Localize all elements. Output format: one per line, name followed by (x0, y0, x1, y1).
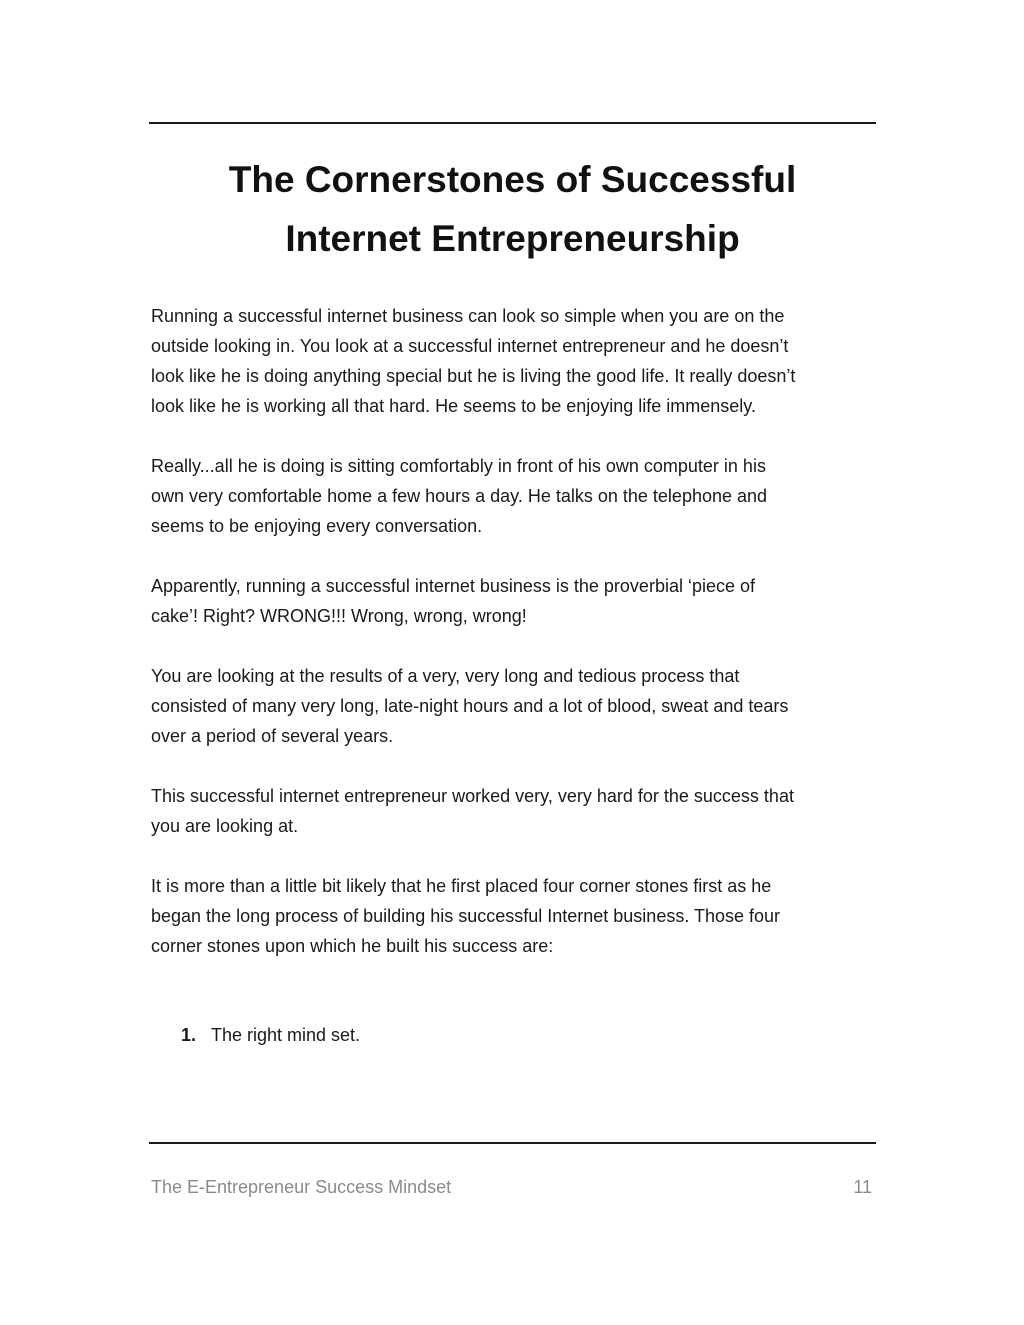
paragraph (151, 571, 881, 631)
chapter-title (149, 150, 876, 268)
paragraph (151, 301, 881, 421)
header-rule (149, 122, 876, 124)
paragraph (151, 871, 881, 961)
paragraph-line: own very comfortable home a few hours a day. He talks on the telephone and (151, 486, 768, 506)
paragraph-line: began the long process of building his successful Internet business. Those four (151, 906, 781, 926)
paragraph-line: outside looking in. You look at a successful internet entrepreneur and he doesn’t (151, 336, 789, 356)
list-item (181, 1020, 360, 1050)
paragraph-line: Running a successful internet business can look so simple when you are on the (151, 306, 785, 326)
paragraph-line: consisted of many very long, late-night hours and a lot of blood, sweat and tears (151, 696, 789, 716)
body-text (151, 301, 881, 991)
paragraph-line: Apparently, running a successful internet business is the proverbial ‘piece of (151, 576, 756, 596)
paragraph-line: corner stones upon which he built his success are: (151, 936, 554, 956)
paragraph-line: This successful internet entrepreneur worked very, very hard for the success that (151, 786, 794, 806)
footer-book-title: The E-Entrepreneur Success Mindset (151, 1177, 452, 1197)
paragraph-line: look like he is doing anything special but he is living the good life. It really doesn’t (151, 366, 796, 386)
list-item-text: The right mind set. (211, 1025, 361, 1045)
paragraph (151, 781, 881, 841)
paragraph-line: seems to be enjoying every conversation. (151, 516, 483, 536)
paragraph-line: cake’! Right? WRONG!!! Wrong, wrong, wrong! (151, 606, 527, 626)
cornerstones-list (181, 1020, 360, 1050)
paragraph (151, 661, 881, 751)
chapter-title-line-1: The Cornerstones of Successful (228, 159, 797, 200)
paragraph-line: look like he is working all that hard. He seems to be enjoying life immensely. (151, 396, 756, 416)
list-item-number: 1. (181, 1025, 197, 1045)
footer-rule (149, 1142, 876, 1144)
chapter-title-line-2: Internet Entrepreneurship (285, 218, 740, 259)
paragraph-line: over a period of several years. (151, 726, 394, 746)
paragraph (151, 451, 881, 541)
paragraph-line: Really...all he is doing is sitting comfortably in front of his own computer in his (151, 456, 766, 476)
paragraph-line: You are looking at the results of a very, very long and tedious process that (151, 666, 740, 686)
paragraph-line: you are looking at. (151, 816, 299, 836)
paragraph-line: It is more than a little bit likely that he first placed four corner stones first as he (151, 876, 772, 896)
footer-page-number: 11 (853, 1177, 872, 1197)
